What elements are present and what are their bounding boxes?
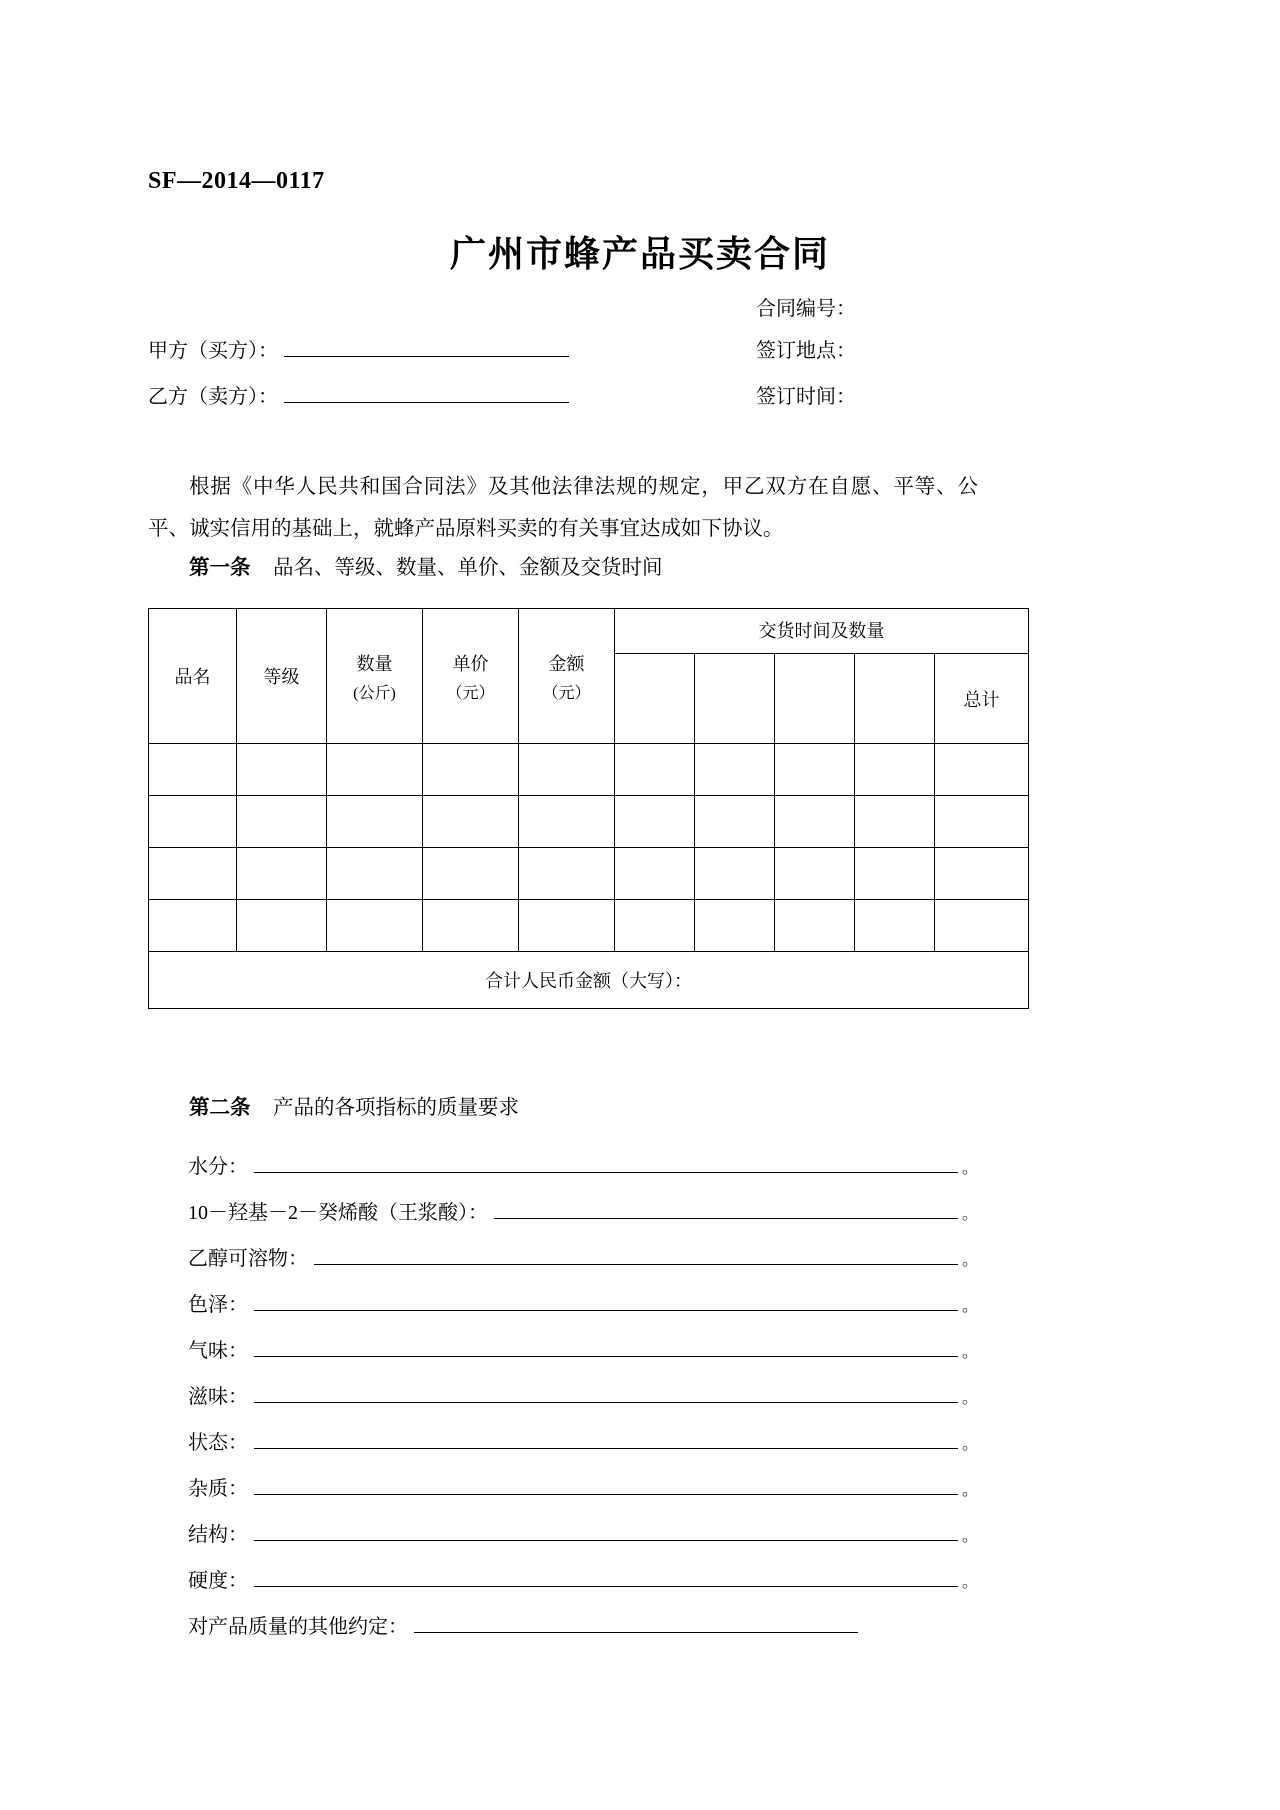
quality-label-structure: 结构： bbox=[188, 1524, 248, 1546]
table-row bbox=[149, 900, 1029, 952]
quality-period-impurity: 。 bbox=[961, 1482, 978, 1499]
quality-item-odor bbox=[148, 1334, 978, 1380]
clause-2-text: 产品的各项指标的质量要求 bbox=[273, 1097, 520, 1119]
quality-input-structure[interactable] bbox=[254, 1518, 958, 1541]
cell-grade[interactable] bbox=[237, 848, 327, 900]
sign-place-label: 签订地点： bbox=[756, 340, 856, 362]
quality-label-ethanol-soluble: 乙醇可溶物： bbox=[188, 1248, 308, 1270]
quality-period-water: 。 bbox=[961, 1160, 978, 1177]
sum-amount-label[interactable]: 合计人民币金额（大写）： bbox=[149, 952, 1029, 1009]
cell-unit-price[interactable] bbox=[423, 796, 519, 848]
clause-2-number: 第二条 bbox=[189, 1097, 251, 1119]
header-unit-price-text: 单价 bbox=[452, 653, 489, 674]
cell-total[interactable] bbox=[935, 900, 1029, 952]
quality-period-taste: 。 bbox=[961, 1390, 978, 1407]
quality-item-taste bbox=[148, 1380, 978, 1426]
cell-amount[interactable] bbox=[519, 900, 615, 952]
header-amount bbox=[519, 609, 615, 744]
cell-delivery-2[interactable] bbox=[695, 900, 775, 952]
quality-input-odor[interactable] bbox=[254, 1334, 958, 1357]
cell-total[interactable] bbox=[935, 796, 1029, 848]
header-amount-text: 金额 bbox=[548, 653, 585, 674]
cell-delivery-1[interactable] bbox=[615, 900, 695, 952]
cell-name[interactable] bbox=[149, 848, 237, 900]
header-unit-price bbox=[423, 609, 519, 744]
cell-grade[interactable] bbox=[237, 744, 327, 796]
quality-input-hardness[interactable] bbox=[254, 1564, 958, 1587]
quality-input-hda[interactable] bbox=[494, 1196, 958, 1219]
goods-table-wrapper bbox=[148, 608, 1000, 1009]
quality-item-state bbox=[148, 1426, 978, 1472]
quality-period-state: 。 bbox=[961, 1436, 978, 1453]
parties-section bbox=[148, 286, 968, 420]
page-title: 广州市蜂产品买卖合同 bbox=[449, 234, 830, 275]
seller-label: 乙方（卖方）： bbox=[148, 386, 278, 408]
quality-period-structure: 。 bbox=[961, 1528, 978, 1545]
seller-row bbox=[148, 374, 968, 420]
cell-quantity[interactable] bbox=[327, 744, 423, 796]
seller-field bbox=[148, 374, 569, 420]
quality-label-water: 水分： bbox=[188, 1156, 248, 1178]
header-amount-unit: （元） bbox=[542, 684, 591, 702]
header-delivery-col-3 bbox=[775, 654, 855, 744]
quality-label-state: 状态： bbox=[188, 1432, 248, 1454]
table-row bbox=[149, 744, 1029, 796]
buyer-row bbox=[148, 328, 968, 374]
quality-input-impurity[interactable] bbox=[254, 1472, 958, 1495]
cell-quantity[interactable] bbox=[327, 796, 423, 848]
intro-paragraph: 根据《中华人民共和国合同法》及其他法律法规的规定，甲乙双方在自愿、平等、公平、诚实信用的基础上，就蜂产品原料买卖的有关事宜达成如下协议。 bbox=[148, 476, 978, 540]
quality-requirements-list bbox=[148, 1150, 978, 1656]
cell-amount[interactable] bbox=[519, 848, 615, 900]
goods-table bbox=[148, 608, 1029, 1009]
header-delivery-col-4 bbox=[855, 654, 935, 744]
cell-grade[interactable] bbox=[237, 796, 327, 848]
cell-delivery-4[interactable] bbox=[855, 900, 935, 952]
header-delivery-col-1 bbox=[615, 654, 695, 744]
header-name: 品名 bbox=[149, 609, 237, 744]
quality-period-hardness: 。 bbox=[961, 1574, 978, 1591]
document-code: SF—2014—0117 bbox=[148, 168, 325, 194]
quality-item-color bbox=[148, 1288, 978, 1334]
cell-unit-price[interactable] bbox=[423, 744, 519, 796]
buyer-field bbox=[148, 328, 569, 374]
quality-input-ethanol-soluble[interactable] bbox=[314, 1242, 958, 1265]
quality-item-hardness bbox=[148, 1564, 978, 1610]
header-total: 总计 bbox=[935, 654, 1029, 744]
quality-item-water bbox=[148, 1150, 978, 1196]
quality-label-odor: 气味： bbox=[188, 1340, 248, 1362]
cell-quantity[interactable] bbox=[327, 900, 423, 952]
cell-delivery-4[interactable] bbox=[855, 796, 935, 848]
contract-number-label: 合同编号： bbox=[756, 298, 856, 320]
table-row bbox=[149, 848, 1029, 900]
cell-delivery-2[interactable] bbox=[695, 848, 775, 900]
header-unit-price-unit: （元） bbox=[446, 684, 495, 702]
quality-label-other-agreement: 对产品质量的其他约定： bbox=[188, 1616, 408, 1638]
quality-input-water[interactable] bbox=[254, 1150, 958, 1173]
table-sum-row bbox=[149, 952, 1029, 1009]
quality-period-odor: 。 bbox=[961, 1344, 978, 1361]
quality-item-impurity bbox=[148, 1472, 978, 1518]
cell-amount[interactable] bbox=[519, 796, 615, 848]
header-delivery-group: 交货时间及数量 bbox=[615, 609, 1029, 654]
clause-1-text: 品名、等级、数量、单价、金额及交货时间 bbox=[273, 557, 663, 579]
quality-period-ethanol-soluble: 。 bbox=[961, 1252, 978, 1269]
cell-quantity[interactable] bbox=[327, 848, 423, 900]
quality-label-hardness: 硬度： bbox=[188, 1570, 248, 1592]
quality-item-hda bbox=[148, 1196, 978, 1242]
quality-period-hda: 。 bbox=[961, 1206, 978, 1223]
cell-delivery-3[interactable] bbox=[775, 744, 855, 796]
cell-grade[interactable] bbox=[237, 900, 327, 952]
header-quantity bbox=[327, 609, 423, 744]
quality-item-other-agreement bbox=[148, 1610, 978, 1656]
quality-label-color: 色泽： bbox=[188, 1294, 248, 1316]
cell-delivery-2[interactable] bbox=[695, 744, 775, 796]
buyer-label: 甲方（买方）： bbox=[148, 340, 278, 362]
clause-1-number: 第一条 bbox=[189, 557, 251, 579]
quality-input-other-agreement[interactable] bbox=[414, 1610, 858, 1633]
quality-period-color: 。 bbox=[961, 1298, 978, 1315]
cell-delivery-4[interactable] bbox=[855, 848, 935, 900]
contract-number-row bbox=[148, 286, 968, 328]
header-quantity-unit: (公斤) bbox=[353, 684, 396, 702]
cell-delivery-3[interactable] bbox=[775, 796, 855, 848]
cell-delivery-1[interactable] bbox=[615, 796, 695, 848]
quality-input-color[interactable] bbox=[254, 1288, 958, 1311]
cell-name[interactable] bbox=[149, 796, 237, 848]
cell-delivery-3[interactable] bbox=[775, 848, 855, 900]
cell-delivery-1[interactable] bbox=[615, 848, 695, 900]
cell-unit-price[interactable] bbox=[423, 900, 519, 952]
quality-item-ethanol-soluble bbox=[148, 1242, 978, 1288]
clause-2-heading bbox=[148, 1092, 978, 1124]
quality-label-taste: 滋味： bbox=[188, 1386, 248, 1408]
header-delivery-col-2 bbox=[695, 654, 775, 744]
quality-label-impurity: 杂质： bbox=[188, 1478, 248, 1500]
header-quantity-text: 数量 bbox=[356, 653, 393, 674]
table-header-row-main bbox=[149, 609, 1029, 654]
cell-unit-price[interactable] bbox=[423, 848, 519, 900]
table-row bbox=[149, 796, 1029, 848]
cell-delivery-3[interactable] bbox=[775, 900, 855, 952]
quality-item-structure bbox=[148, 1518, 978, 1564]
quality-input-state[interactable] bbox=[254, 1426, 958, 1449]
seller-input[interactable] bbox=[284, 378, 569, 403]
cell-delivery-4[interactable] bbox=[855, 744, 935, 796]
sign-time-label: 签订时间： bbox=[756, 386, 856, 408]
cell-delivery-2[interactable] bbox=[695, 796, 775, 848]
clause-1-heading bbox=[148, 552, 978, 584]
cell-amount[interactable] bbox=[519, 744, 615, 796]
cell-name[interactable] bbox=[149, 900, 237, 952]
buyer-input[interactable] bbox=[284, 332, 569, 357]
quality-input-taste[interactable] bbox=[254, 1380, 958, 1403]
cell-name[interactable] bbox=[149, 744, 237, 796]
cell-delivery-1[interactable] bbox=[615, 744, 695, 796]
quality-label-hda: 10－羟基－2－癸烯酸（王浆酸）： bbox=[188, 1202, 488, 1224]
cell-total[interactable] bbox=[935, 848, 1029, 900]
cell-total[interactable] bbox=[935, 744, 1029, 796]
header-grade: 等级 bbox=[237, 609, 327, 744]
